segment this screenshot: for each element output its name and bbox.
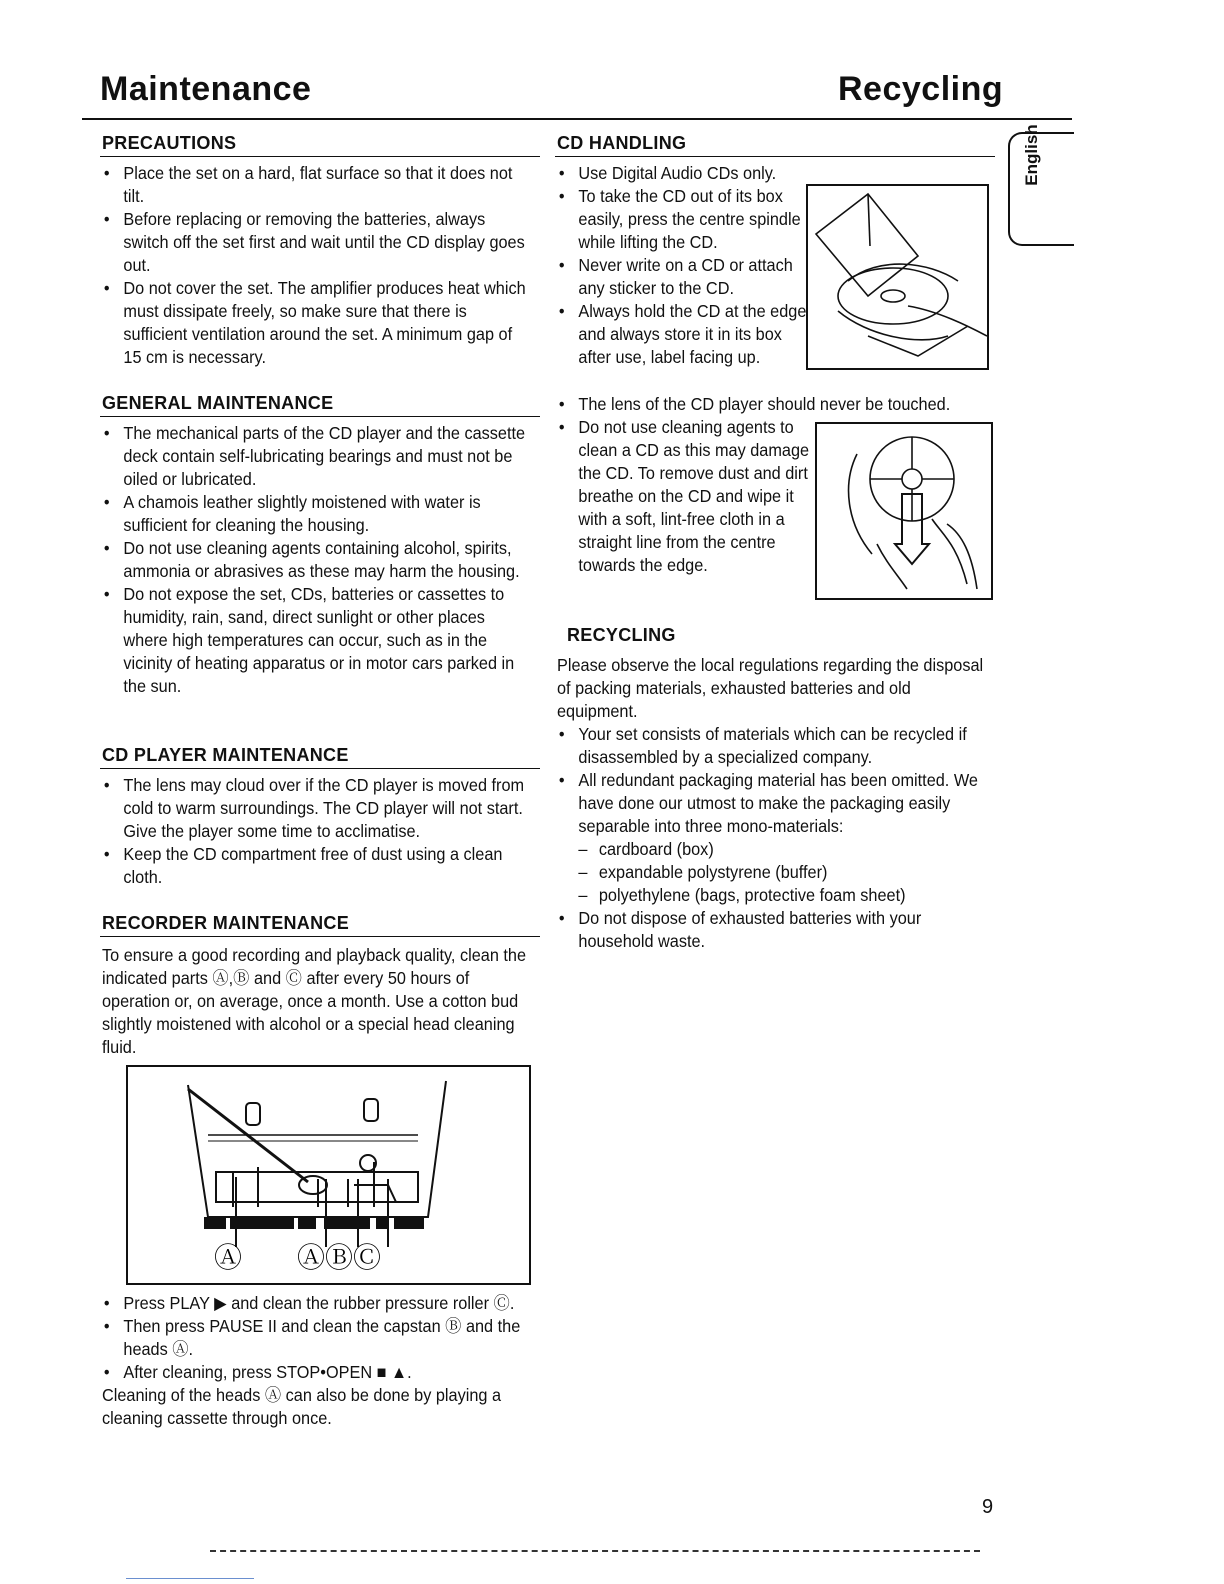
recycling-heading: RECYCLING [567,625,676,645]
cd-player-maintenance-list [102,774,530,889]
list-item: • Always hold the CD at the edge and always store it in its box after use, label facing up. [557,300,808,369]
figure-label-abc: ⒶⒷⒸ [296,1241,382,1274]
footer-short-rule [126,1578,254,1579]
recorder-maintenance-rule [100,936,540,937]
recorder-steps [102,1292,539,1430]
cd-box-figure [806,184,989,370]
general-maintenance-rule [100,416,540,417]
page-title-recycling: Recycling [838,70,1004,108]
list-item [557,769,985,907]
list-item: • Keep the CD compartment free of dust using a clean cloth. [102,843,530,889]
cd-cleaning-illustration [817,424,991,598]
recorder-maintenance-intro: To ensure a good recording and playback quality, clean the indicated parts Ⓐ,Ⓑ and Ⓒ after every 50 hours of operation or, on average, once a month. Use a cotton bud slightly moistened with alcohol or a special head cleaning fluid. [102,945,527,1057]
material-item: – expandable polystyrene (buffer) [578,861,984,884]
cd-player-maintenance-rule [100,768,540,769]
figure-label-a: Ⓐ [213,1241,243,1274]
list-item: • To take the CD out of its box easily, press the centre spindle while lifting the CD. [557,185,808,254]
list-item: • The lens may cloud over if the CD player is moved from cold to warm surroundings. The CD player will not start. Give the player some time to acclimatise. [102,774,530,843]
list-item: • After cleaning, press STOP•OPEN ■ ▲. [102,1361,539,1384]
cassette-deck-figure [126,1065,531,1285]
recorder-outro: Cleaning of the heads Ⓐ can also be done by playing a cleaning cassette through once. [102,1385,502,1428]
language-tab-label: English [1022,124,1041,186]
list-item: • Do not dispose of exhausted batteries with your household waste. [557,907,985,953]
cd-handling-rule [555,156,995,157]
list-item: • Then press PAUSE II and clean the capstan Ⓑ and the heads Ⓐ. [102,1315,539,1361]
footer-dashed-rule [210,1550,980,1552]
list-item: • Your set consists of materials which can be recycled if disassembled by a specialized company. [557,723,985,769]
cd-player-maintenance-heading: CD PLAYER MAINTENANCE [102,745,349,765]
cd-handling-list-top [557,162,808,369]
list-item: • Use Digital Audio CDs only. [557,162,808,185]
cd-handling-lens [557,393,976,416]
list-item: • The mechanical parts of the CD player and the cassette deck contain self-lubricating bearings and must not be oiled or lubricated. [102,422,530,491]
list-item: • Press PLAY ▶ and clean the rubber pressure roller Ⓒ. [102,1292,539,1315]
list-item: • Before replacing or removing the batteries, always switch off the set first and wait until the CD display goes out. [102,208,530,277]
material-item: – polyethylene (bags, protective foam sheet) [578,884,984,907]
list-item: • Do not cover the set. The amplifier produces heat which must dissipate freely, so make sure that there is sufficient ventilation around the set. A minimum gap of 15 cm is necessary. [102,277,530,369]
header-rule [82,118,1072,120]
cd-handling-heading: CD HANDLING [557,133,687,153]
cd-box-illustration [808,186,987,368]
list-item: • Do not use cleaning agents to clean a CD as this may damage the CD. To remove dust and dirt breathe on the CD and wipe it with a soft, lint-free cloth in a straight line from the centre towards the edge. [557,416,813,577]
precautions-list [102,162,530,369]
general-maintenance-heading: GENERAL MAINTENANCE [102,393,334,413]
page-title-maintenance: Maintenance [100,70,312,108]
page-number: 9 [982,1496,994,1518]
cd-handling-cleaning [557,416,813,577]
list-item: • A chamois leather slightly moistened with water is sufficient for cleaning the housing. [102,491,530,537]
general-maintenance-list [102,422,530,698]
recorder-maintenance-heading: RECORDER MAINTENANCE [102,913,350,933]
list-item: • Never write on a CD or attach any sticker to the CD. [557,254,808,300]
precautions-rule [100,156,540,157]
recycling-packaging-text: All redundant packaging material has been omitted. We have done our utmost to make the packaging easily separable into three mono-materials: [578,770,978,836]
list-item: • Place the set on a hard, flat surface so that it does not tilt. [102,162,530,208]
recycling-section [557,654,985,953]
list-item: • Do not expose the set, CDs, batteries or cassettes to humidity, rain, sand, direct sunlight or other places where high temperatures can occur, such as in the vicinity of heating apparatus or in motor cars parked in the sun. [102,583,530,698]
cd-cleaning-figure [815,422,993,600]
list-item: • The lens of the CD player should never be touched. [557,393,976,416]
recycling-intro: Please observe the local regulations regarding the disposal of packing materials, exhausted batteries and old equipment. [557,655,984,721]
cassette-deck-illustration [128,1067,529,1283]
precautions-heading: PRECAUTIONS [102,133,237,153]
material-item: – cardboard (box) [578,838,984,861]
list-item: • Do not use cleaning agents containing alcohol, spirits, ammonia or abrasives as these may harm the housing. [102,537,530,583]
